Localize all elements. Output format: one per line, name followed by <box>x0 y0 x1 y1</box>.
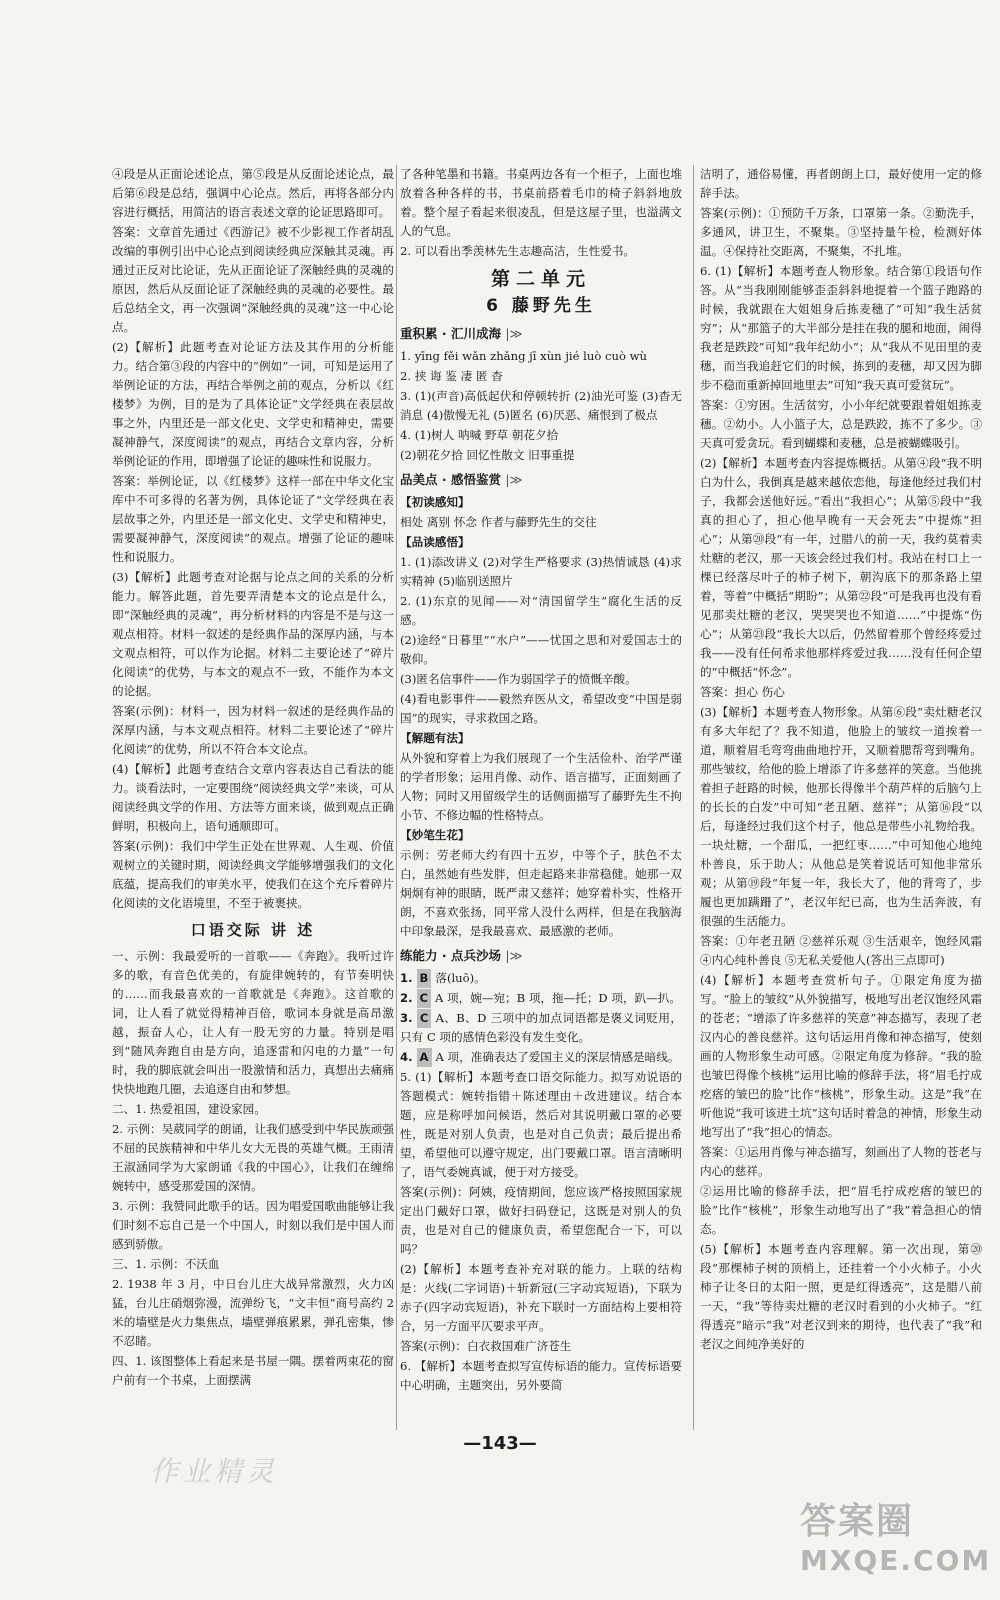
practice-item: 2. C A 项，婉—宛；B 项，拖—托；D 项，趴—扒。 <box>400 989 682 1008</box>
paragraph: 三、1. 示例：不沃血 <box>112 1257 220 1271</box>
answer-item: 1. yīng fěi wǎn zhǎng jī xùn jié luò cuò wù <box>400 349 648 363</box>
unit-title: 第二单元 <box>490 268 591 290</box>
answer-item: 3. (1)(声音)高低起伏和停顿转折 (2)油光可鉴 (3)杳无消息 (4)傲慢无礼 (5)匿名 (6)厌恶、痛恨到了极点 <box>400 389 682 422</box>
double-arrow-icon: |≫ <box>505 948 523 963</box>
paragraph: 答案：担心 伤心 <box>700 685 785 699</box>
section-heading: 重积累 · 汇川成海 |≫ <box>400 326 523 341</box>
paragraph: 一、示例：我最爱听的一首歌——《奔跑》。我听过许多的歌，有音色优美的，有旋律婉转的，有节奏明快的……而我最喜欢的一首歌就是《奔跑》。这首歌的词，让人看了就觉得精神百倍，歌词本身就是高昂激越，振奋人心，让人有一股无穷的力量。特别是唱到“随风奔跑自由是方向，追逐雷和闪电的力量”一句时，我的脚底就会叫出一股激情和活力，真想出去痛痛快快地跑几圈，去追逐自由和梦想。 <box>112 949 394 1096</box>
paragraph: 3. 示例：我赞同此歌手的话。因为唱爱国歌曲能够让我们时刻不忘自己是一个中国人，时刻以我们是中国人而感到骄傲。 <box>112 1199 394 1251</box>
page-number: —143— <box>463 1433 537 1454</box>
subheading: 【品读感悟】 <box>400 535 470 549</box>
answer-item: (2)朝花夕拾 回忆性散文 旧事重提 <box>400 448 575 462</box>
option-badge: C <box>417 989 432 1008</box>
watermark-stamp: 作业精灵 <box>150 1455 279 1488</box>
paragraph: 答案：①年老丑陋 ②慈祥乐观 ③生活艰辛，饱经风霜 ④内心纯朴善良 ⑤无私关爱他人(答出三点即可) <box>700 934 982 967</box>
column-right <box>700 165 982 1430</box>
paragraph: 答案(示例)：材料一，因为材料一叙述的是经典作品的深厚内涵，与本文观点相符。材料二主要论述了“碎片化阅读”的优势，所以不符合本文论点。 <box>112 704 394 756</box>
section-heading: 品美点 · 感悟鉴赏 |≫ <box>400 472 523 487</box>
section-title-speech: 口语交际 讲 述 <box>190 921 316 939</box>
subheading: 【初读感知】 <box>400 495 470 509</box>
paragraph: 洁明了，通俗易懂，再者朗朗上口，最好使用一定的修辞手法。 <box>700 167 982 200</box>
paragraph: 答案(示例)：我们中学生正处在世界观、人生观、价值观树立的关键时期，阅读经典文学能够增强我们的文化底蕴，提高我们的审美水平，使我们在这个充斥着碎片化阅读的文化语境里，不至于被裹挟。 <box>112 839 394 910</box>
section-heading: 练能力 · 点兵沙场 |≫ <box>400 948 523 963</box>
answer-item: 4. (1)树人 呐喊 野草 朝花夕拾 <box>400 428 559 442</box>
lesson-title: 6 藤野先生 <box>486 296 596 316</box>
double-arrow-icon: |≫ <box>505 472 523 487</box>
practice-item: 1. B 落(luō)。 <box>400 969 682 988</box>
paragraph: 答案：①运用肖像与神态描写，刻画出了人物的苍老与内心的慈祥。 <box>700 1145 982 1178</box>
practice-item: 4. A A 项，准确表达了爱国主义的深层情感是暗线。 <box>400 1048 682 1067</box>
answer-item: 示例：劳老师大约有四十五岁，中等个子，肤色不太白，虽然她有些发胖，但走起路来非常稳健。她那一双炯炯有神的眼睛，既严肃又慈祥；她穿着朴实，性格开朗，不喜欢张扬，同平常人没什么两样，但是在我脑海中印象最深，是我最喜欢、最感激的老师。 <box>400 848 682 938</box>
paragraph: 答案：①穷困。生活贫穷，小小年纪就要跟着姐姐拣麦穗。②幼小。人小篮子大，总是跌跤，拣不了多少。③天真可爱贪玩。看到蝴蝶和麦穗，总是被蝴蝶吸引。 <box>700 398 982 450</box>
paragraph: 2. 可以看出季羡林先生志趣高洁，生性爱书。 <box>400 244 636 258</box>
column-middle <box>400 165 682 1430</box>
paragraph: 四、1. 该图整体上看起来是书屋一隅。摆着两束花的窗户前有一个书桌，上面摆满 <box>112 1354 394 1387</box>
column-divider <box>396 165 397 1430</box>
paragraph: 答案(示例)：①预防千万条，口罩第一条。②勤洗手，多通风，讲卫生，不聚集。③坚持量午检，检测好体温。④保持社交距离，不聚集，不扎堆。 <box>700 206 982 258</box>
paragraph: 答案：文章首先通过《西游记》被不少影视工作者胡乱改编的事例引出中心论点到阅读经典应深触其灵魂。再通过正反对比论证，先从正面论证了深触经典的灵魂的原因，然后从反面论证了深触经典的灵魂的必要性。最后总结全文，再一次强调“深触经典的灵魂”这一中心论点。 <box>112 225 394 334</box>
paragraph: (2)【解析】本题考查内容提炼概括。从第④段“我不明白为什么，我倒真是越来越依恋他，每逢他经过我们村子，我都会送他好远。”看出“我担心”；从第⑤段中“我真的担心了，担心他早晚有一天会死去”中提炼“担心”；从第⑳段“有一年，过腊八的前一天，我约莫着卖灶糖的老汉，那一天该会经过我们村。我站在村口上一棵已经落尽叶子的柿子树下，朝沟底下的那条路上望着，等着”中概括“期盼”；从第㉒段“可是我再也没有看见那卖灶糖的老汉，哭哭哭也不知道……”中提炼“伤心”；从第㉓段“我长大以后，仍然留着那个曾经疼爱过我——没有任何希求他那样疼爱过我……没有任何企望的”中概括“怀念”。 <box>700 456 982 679</box>
option-badge: B <box>417 969 432 988</box>
paragraph: 2. 1938 年 3 月，中日台儿庄大战异常激烈，火力凶猛，台儿庄硝烟弥漫，流弹纷飞，“文丰恒”商号高约 2 米的墙壁是火力集焦点，墙壁弹痕累累，弹孔密集，惨不忍睹。 <box>112 1277 394 1348</box>
answer-item: (2)【解析】本题考查补充对联的能力。上联的结构是：火线(二字词语)＋斩新冠(三字动宾短语)，下联为赤子(四字动宾短语)，补充下联时一方面结构上要相符合，另一方面平仄要求平声。 <box>400 1262 682 1333</box>
paragraph: 二、1. 热爱祖国，建设家园。 <box>112 1102 266 1116</box>
subheading: 【妙笔生花】 <box>400 828 470 842</box>
answer-item: 答案(示例)：阿姨，疫情期间，您应该严格按照国家规定出门戴好口罩，做好扫码登记，这既是对别人的负责，也是对自己的健康负责，希望您配合一下，可以吗？ <box>400 1185 682 1256</box>
answer-item: 答案(示例)：白衣救国难广济苍生 <box>400 1339 572 1353</box>
answer-item: 相处 离别 怀念 作者与藤野先生的交往 <box>400 515 597 529</box>
watermark-logo-url: MXQE.COM <box>800 1544 992 1577</box>
paragraph: ④段是从正面论述论点，第⑤段是从反面论述论点，最后第⑥段是总结，强调中心论点。然后，再将各部分内容进行概括，用简洁的语言表述文章的论证思路即可。 <box>112 167 394 219</box>
paragraph: (3)【解析】此题考查对论据与论点之间的关系的分析能力。解答此题，首先要弄清楚本文的论点是什么，即“深触经典的灵魂”，再分析材料的内容是不是与这一观点相符。材料一叙述的是经典作品的深厚内涵，与本文观点相符，可以作为论据。材料二主要论述了“碎片化阅读”的优势，与本文的观点不一致，不能作为本文的论据。 <box>112 570 394 698</box>
paragraph: 2. 示例：吴葳同学的朗诵，让我们感受到中华民族顽强不屈的民族精神和中华儿女大无畏的英雄气概。王雨清王淑涵同学为大家朗诵《我的中国心》，让我们在缠绵婉转中，感受那爱国的深情。 <box>112 1122 394 1193</box>
paragraph: (2)【解析】此题考查对论证方法及其作用的分析能力。结合第③段的内容中的“例如”一词，可知是运用了举例论证的方法，再结合举例之前的观点，分析以《红楼梦》为例，目的是为了具体论证“文学经典在表层故事之外，内里还是一部文化史、文学史和精神史，需要凝神静气，深度阅读”的观点，再结合文章内容，分析举例论证的作用，即增强了论证的趣味性和说服力。 <box>112 340 394 468</box>
column-left <box>112 165 394 1430</box>
paragraph: ②运用比喻的修辞手法，把“眉毛拧成疙瘩的皱巴的脸”比作“核桃”，形象生动地写出了“我”着急担心的情态。 <box>700 1184 982 1236</box>
watermark-logo <box>800 1500 990 1595</box>
answer-item: 5. (1)【解析】本题考查口语交际能力。拟写劝说语的答题模式：婉转指错＋陈述理由＋改进建议。结合本题，应是称呼加问候语，然后对其说明戴口罩的必要性，既是对别人负责，也是对自己负责；最后提出希望，希望他可以遵守规定，出门要戴口罩。语言清晰明了，语气委婉真诚，便于对方接受。 <box>400 1070 682 1179</box>
answer-item: 从外貌和穿着上为我们展现了一个生活俭朴、治学严谨的学者形象；运用肖像、动作、语言描写，正面刻画了人物；同时又用留级学生的话侧面描写了藤野先生不拘小节、不修边幅的性格特点。 <box>400 751 682 822</box>
double-arrow-icon: |≫ <box>505 326 523 341</box>
subheading: 【解题有法】 <box>400 731 470 745</box>
answer-item: (3)匿名信事件——作为弱国学子的愤慨辛酸。 <box>400 672 637 686</box>
paragraph: (4)【解析】本题考查赏析句子。①限定角度为描写。“脸上的皱纹”从外貌描写，极地写出老汉饱经风霜的苍老；“增添了许多慈祥的笑意”神态描写，表现了老汉内心的善良慈祥。这句话运用肖像和神态描写，使刻画的人物形象生动可感。②限定角度为修辞。“我的脸也皱巴得像个核桃”运用比喻的修辞手法，将“眉毛拧成疙瘩的皱巴的脸”比作“核桃”，形象生动。这是“我”在听他说“我可该进土坑”这句话时着急的神情，形象生动地写出了“我”担心的情态。 <box>700 973 982 1139</box>
answer-item: 2. 挟 诲 鉴 凄 匿 杳 <box>400 369 503 383</box>
option-badge: C <box>417 1009 432 1028</box>
paragraph: (4)【解析】此题考查结合文章内容表达自己看法的能力。谈看法时，一定要围绕“阅读经典文学”来谈，可从阅读经典文学的作用、方法等方面来谈，做到观点正确鲜明，积极向上，语句通顺即可。 <box>112 762 394 833</box>
paragraph: 了各种笔墨和书籍。书桌两边各有一个柜子，上面也堆放着各种各样的书，书桌前搭着毛巾的椅子斜斜地放着。整个屋子看起来很凌乱，但是这屋子里，也溢满文人的气息。 <box>400 167 682 238</box>
column-divider <box>693 165 694 1430</box>
answer-item: (2)途经“日暮里”“水户”——忧国之思和对爱国志士的敬仰。 <box>400 633 682 666</box>
answer-item: 1. (1)添改讲义 (2)对学生严格要求 (3)热情诚恳 (4)求实精神 (5)临别送照片 <box>400 555 682 588</box>
paragraph: 6. (1)【解析】本题考查人物形象。结合第①段语句作答。从“当我刚刚能够歪歪斜斜地提着一个篮子跑路的时候，我就跟在大姐姐身后拣麦穗了”可知“我生活贫穷”；从“那篮子的大半部分是挂在我的腿和地面，闹得我老是跌跤”可知“我年纪幼小”；从“我从不见田里的麦穗，而当我追赶它们的时候，拣到的麦穗，却又因为脚步不稳而重新掉回地里去”可知“我天真可爱贫玩”。 <box>700 264 982 392</box>
answer-item: 6. 【解析】本题考查拟写宣传标语的能力。宣传标语要中心明确，主题突出，另外要简 <box>400 1359 682 1392</box>
paragraph: (5)【解析】本题考查内容理解。第一次出现，第⑳段“那棵柿子树的顶梢上，还挂着一个小火柿子。小火柿子让冬日的太阳一照，更是红得透亮”，这是腊八前一天，“我”等待卖灶糖的老汉时看到的小火柿子。“红得透亮”暗示“我”对老汉到来的期待，也代表了“我”和老汉之间纯净美好的 <box>700 1242 982 1351</box>
answer-item: 2. (1)东京的见闻——对“清国留学生”腐化生活的反感。 <box>400 594 682 627</box>
practice-item: 3. C A、B、D 三项中的加点词语都是褒义词贬用，只有 C 项的感情色彩没有发生变化。 <box>400 1011 682 1044</box>
paragraph: 答案：举例论证，以《红楼梦》这样一部在中华文化宝库中不可多得的名著为例，具体论证了“文学经典在表层故事之外，内里还是一部文化史、文学史和精神史，需要凝神静气，深度阅读”的观点。增强了论证的趣味性和说服力。 <box>112 474 394 564</box>
answer-item: (4)看电影事件——毅然弃医从文，希望改变“中国是弱国”的现实，寻求救国之路。 <box>400 692 682 725</box>
option-badge: A <box>417 1048 432 1067</box>
paragraph: (3)【解析】本题考查人物形象。从第⑥段“卖灶糖老汉有多大年纪了？我不知道，他脸上的皱纹一道挨着一道，顺着眉毛弯弯曲曲地拧开，又顺着腮帮弯到嘴角。那些皱纹，给他的脸上增添了许多慈祥的笑意。当他挑着担子赶路的时候，他那长得像半个葫芦样的后脑勺上的长长的白发”中可知“老丑陋、慈祥”；从第⑯段“以后，每逢经过我们这个村子，他总是带些小礼物给我。一块灶糖，一个甜瓜，一把红枣……”中可知他心地纯朴善良，乐于助人；从他总是笑着说话可知他非常乐观；从第⑲段“年复一年，我长大了，他的背弯了，步履也更加蹒跚了”，老汉年纪已高，也为生活奔波，有很强的生活能力。 <box>700 705 982 928</box>
watermark-logo-title: 答案圈 <box>800 1501 915 1542</box>
